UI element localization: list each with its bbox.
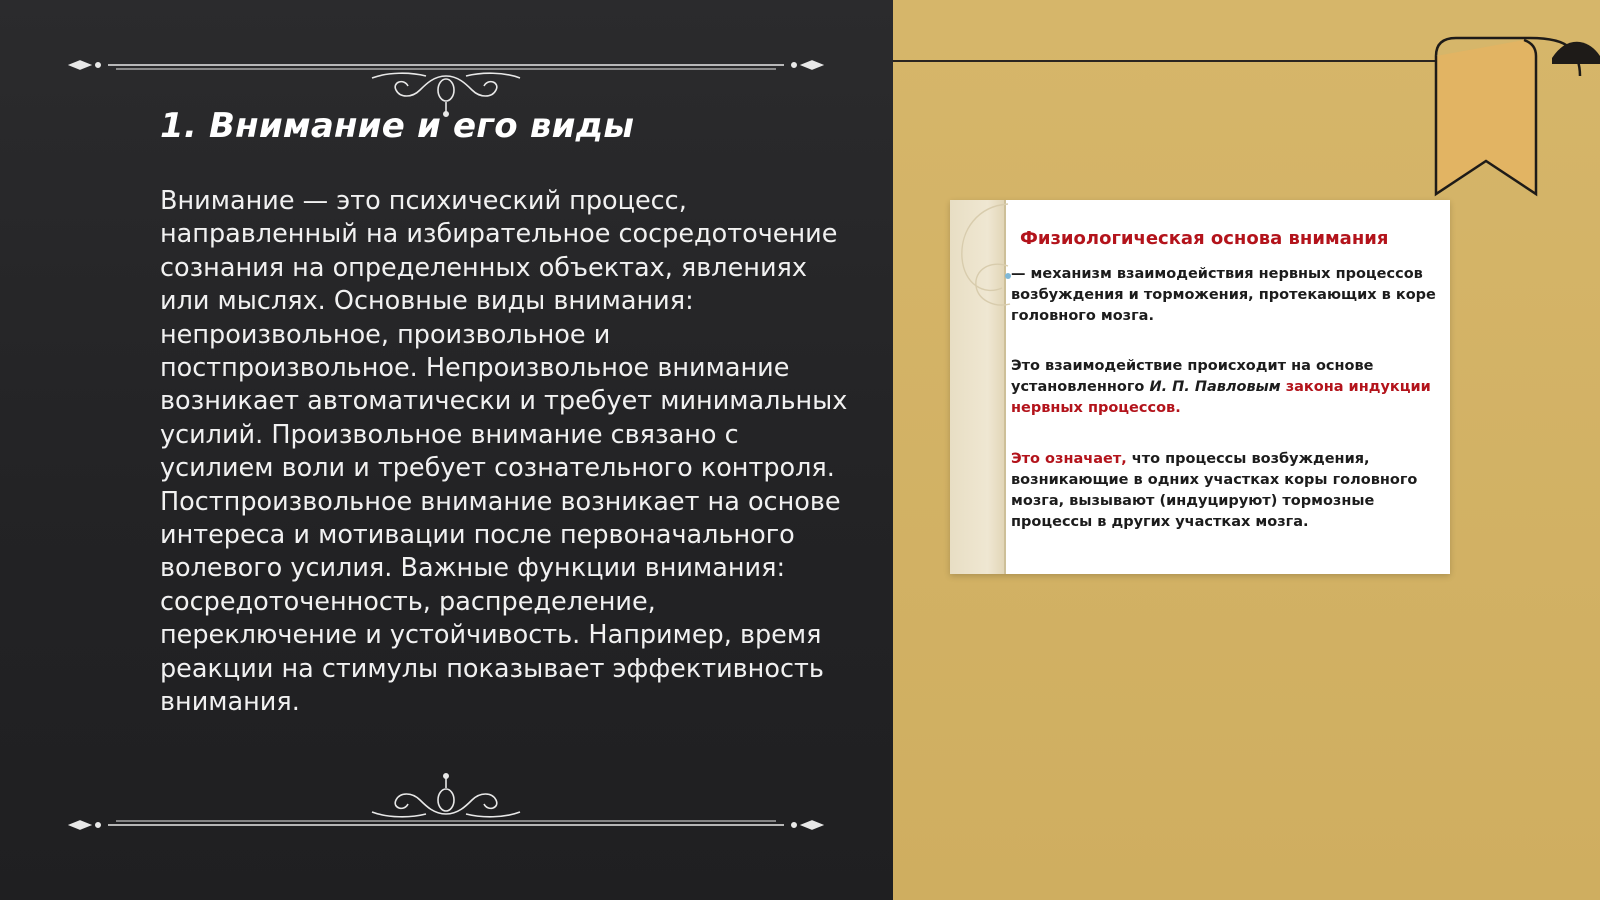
swirl-decoration-icon — [950, 200, 1014, 330]
card-p3-lead: Это означает, — [1011, 451, 1127, 467]
card-p2-law: закона индукции нервных процессов. — [1011, 379, 1431, 416]
card-heading: Физиологическая основа внимания — [1020, 228, 1389, 249]
card-p2-text: Это взаимодействие происходит на основе установленного — [1011, 358, 1374, 395]
slide-title: 1. Внимание и его виды — [160, 106, 635, 146]
bookmark-ribbon-icon — [1434, 36, 1600, 198]
slide-body-text: Внимание — это психический процесс, направленный на избирательное сосредоточение сознания на определенных объектах, явлениях или мыслях. Основные виды внимания: непроизвольное, произвольное и постпроизвольное. Непроизвольное внимание возникает автоматически и требует минимальных усилий. Произвольное внимание связано с усилием воли и требует сознательного контроля. Постпроизвольное внимание возникает на основе интереса и мотивации после первоначального волевого усилия. Важные функции внимания: сосредоточенность, распределение, переключение и устойчивость. Например, время реакции на стимулы показывает эффективность внимания. — [160, 186, 848, 718]
top-divider-line — [893, 60, 1438, 62]
embedded-slide-image — [950, 200, 1450, 574]
card-paragraph-3 — [1011, 449, 1441, 533]
card-paragraph-2 — [1011, 356, 1441, 419]
card-p3-text: что процессы возбуждения, возникающие в одних участках коры головного мозга, вызывают (индуцируют) тормозные процессы в других участках мозга. — [1011, 451, 1418, 530]
card-p2-author: И. П. Павловым — [1149, 379, 1281, 395]
bottom-ornament-divider — [66, 772, 826, 838]
card-paragraph-1: — механизм взаимодействия нервных процессов возбуждения и торможения, протекающих в коре головного мозга. — [1011, 266, 1436, 324]
